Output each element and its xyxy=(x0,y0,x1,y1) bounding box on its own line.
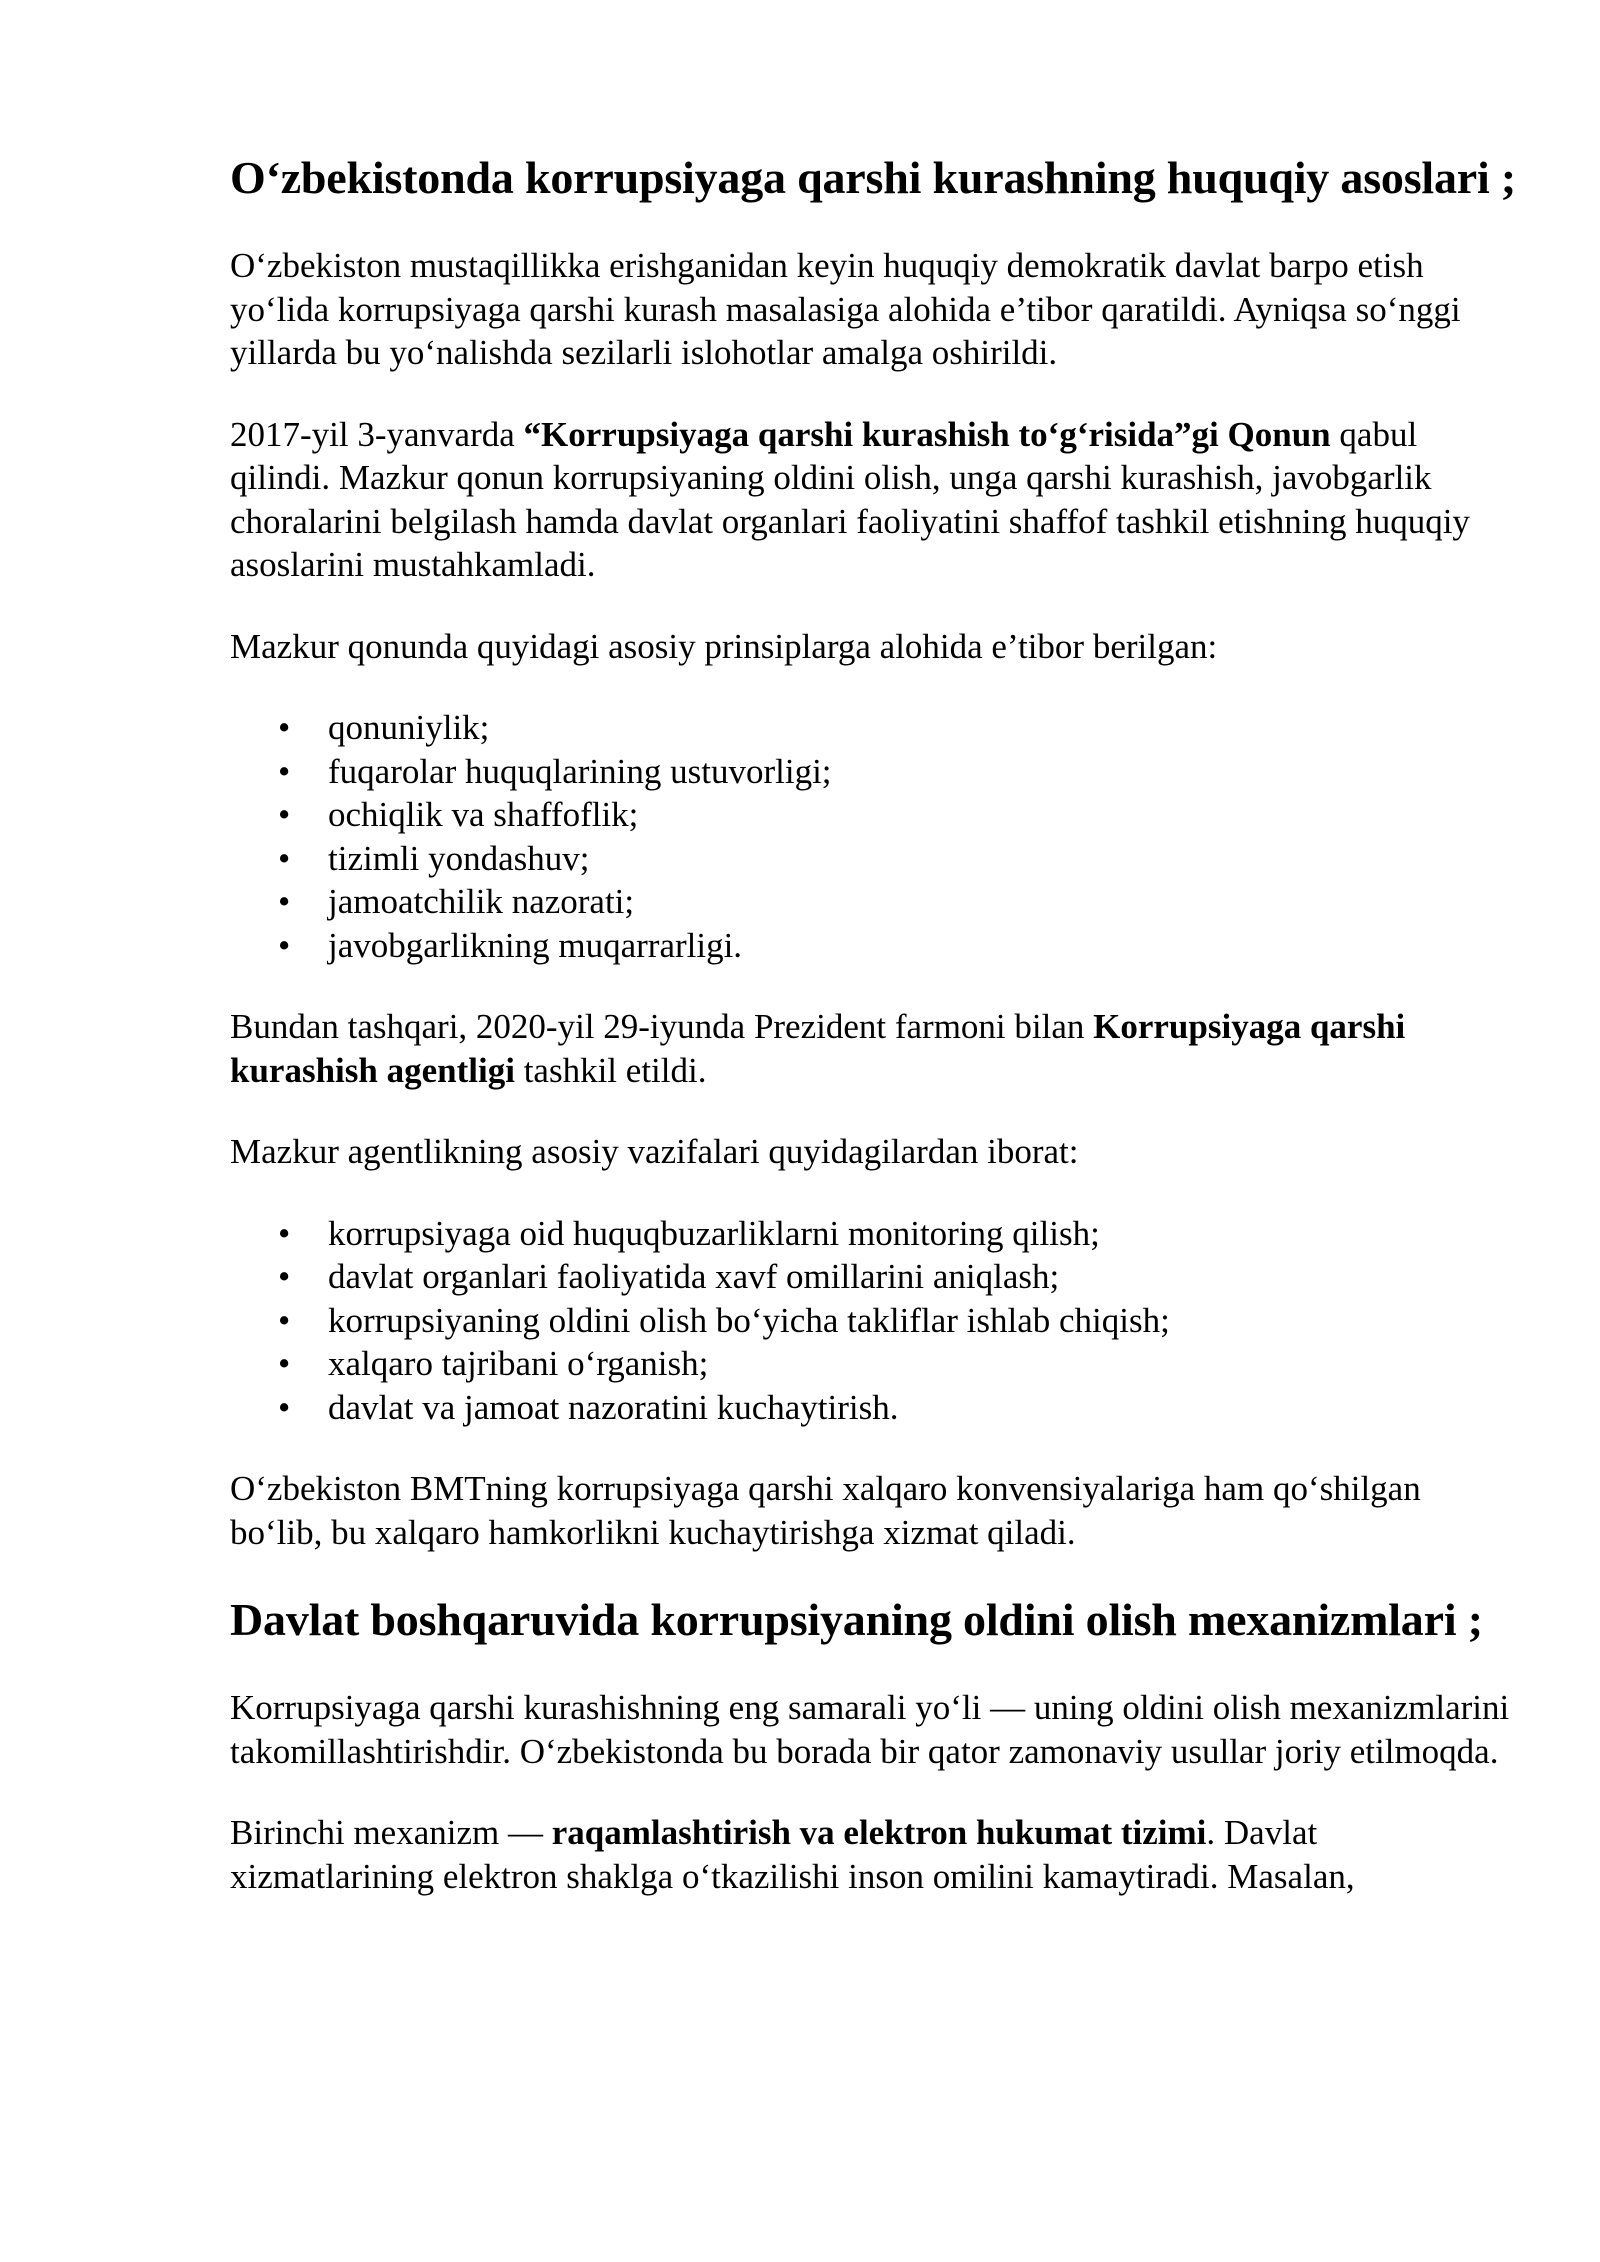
list-item-text: tizimli yondashuv; xyxy=(328,838,590,878)
list-item xyxy=(230,837,1520,881)
list-item-text: davlat organlari faoliyatida xavf omillarini aniqlash; xyxy=(328,1257,1060,1296)
bullet-icon: • xyxy=(278,751,291,791)
bullet-icon: • xyxy=(278,1257,291,1296)
text-run: Birinchi mexanizm — xyxy=(230,1813,552,1852)
bullet-icon: • xyxy=(278,1387,291,1427)
principles-list xyxy=(230,706,1520,967)
list-item xyxy=(230,1386,1520,1430)
bullet-icon: • xyxy=(278,1300,291,1340)
bullet-icon: • xyxy=(278,708,291,747)
list-item-text: davlat va jamoat nazoratini kuchaytirish. xyxy=(328,1387,899,1427)
law-title-bold: “Korrupsiyaga qarshi kurashish to‘g‘risida”gi Qonun xyxy=(523,414,1331,454)
list-item xyxy=(230,750,1520,794)
paragraph-digitalization xyxy=(230,1811,1520,1898)
paragraph-un-convention: O‘zbekiston BMTning korrupsiyaga qarshi xalqaro konvensiyalariga ham qo‘shilgan bo‘lib, bu xalqaro hamkorlikni kuchaytirishga xizmat qiladi. xyxy=(230,1469,1421,1552)
list-item-text: xalqaro tajribani o‘rganish; xyxy=(328,1344,709,1383)
bullet-icon: • xyxy=(278,882,291,921)
bullet-icon: • xyxy=(278,925,291,965)
agency-name-bold: Korrupsiyaga qarshi kurashish agentligi xyxy=(230,1007,1406,1090)
list-item xyxy=(230,793,1520,837)
list-item xyxy=(230,706,1520,750)
bullet-icon: • xyxy=(278,1213,291,1253)
section-heading-legal-basis: O‘zbekistonda korrupsiyaga qarshi kurashning huquqiy asoslari ; xyxy=(230,152,1517,203)
list-item-text: ochiqlik va shaffoflik; xyxy=(328,795,639,834)
section-heading-prevention: Davlat boshqaruvida korrupsiyaning oldini olish mexanizmlari ; xyxy=(230,1594,1483,1645)
paragraph-tasks-intro: Mazkur agentlikning asosiy vazifalari quyidagilardan iborat: xyxy=(230,1132,1079,1171)
text-run: Bundan tashqari, 2020-yil 29-iyunda Prezident farmoni bilan xyxy=(230,1007,1094,1046)
list-item-text: korrupsiyaga oid huquqbuzarliklarni monitoring qilish; xyxy=(328,1213,1100,1253)
bullet-icon: • xyxy=(278,795,291,834)
list-item xyxy=(230,880,1520,924)
paragraph-agency-2020 xyxy=(230,1005,1520,1092)
bullet-icon: • xyxy=(278,838,291,878)
bullet-icon: • xyxy=(278,1344,291,1383)
list-item xyxy=(230,1212,1520,1256)
tasks-list xyxy=(230,1212,1520,1430)
paragraph-law-2017 xyxy=(230,413,1520,587)
list-item-text: fuqarolar huquqlarining ustuvorligi; xyxy=(328,751,832,791)
list-item xyxy=(230,1342,1520,1386)
list-item xyxy=(230,924,1520,968)
text-run: tashkil etildi. xyxy=(514,1050,707,1090)
list-item-text: javobgarlikning muqarrarligi. xyxy=(328,925,743,965)
list-item xyxy=(230,1255,1520,1299)
text-run: qabul qilindi. Mazkur qonun korrupsiyaning oldini olish, unga qarshi kurashish, javobgarlik choralarini belgilash hamda davlat organlari faoliyatini shaffof tashkil etishning huquqiy asoslarini mustahkamladi. xyxy=(230,414,1470,584)
mechanism-name-bold: raqamlashtirish va elektron hukumat tizimi xyxy=(551,1813,1207,1852)
list-item xyxy=(230,1299,1520,1343)
paragraph-intro: O‘zbekiston mustaqillikka erishganidan keyin huquqiy demokratik davlat barpo etish yo‘lida korrupsiyaga qarshi kurash masalasiga alohida e’tibor qaratildi. Ayniqsa so‘nggi yillarda bu yo‘nalishda sezilarli islohotlar amalga oshirildi. xyxy=(230,246,1461,372)
text-run: . Davlat xizmatlarining elektron shaklga o‘tkazilishi inson omilini kamaytiradi. Masalan, xyxy=(230,1813,1355,1896)
list-item-text: qonuniylik; xyxy=(328,708,490,747)
paragraph-principles-intro: Mazkur qonunda quyidagi asosiy prinsiplarga alohida e’tibor berilgan: xyxy=(230,626,1218,666)
document-page xyxy=(230,150,1520,1936)
list-item-text: korrupsiyaning oldini olish bo‘yicha takliflar ishlab chiqish; xyxy=(328,1300,1170,1340)
list-item-text: jamoatchilik nazorati; xyxy=(328,882,635,921)
text-run: 2017-yil 3-yanvarda xyxy=(230,414,524,454)
paragraph-prevention-intro: Korrupsiyaga qarshi kurashishning eng samarali yo‘li — uning oldini olish mexanizmlarini takomillashtirishdir. O‘zbekistonda bu borada bir qator zamonaviy usullar joriy etilmoqda. xyxy=(230,1688,1510,1771)
